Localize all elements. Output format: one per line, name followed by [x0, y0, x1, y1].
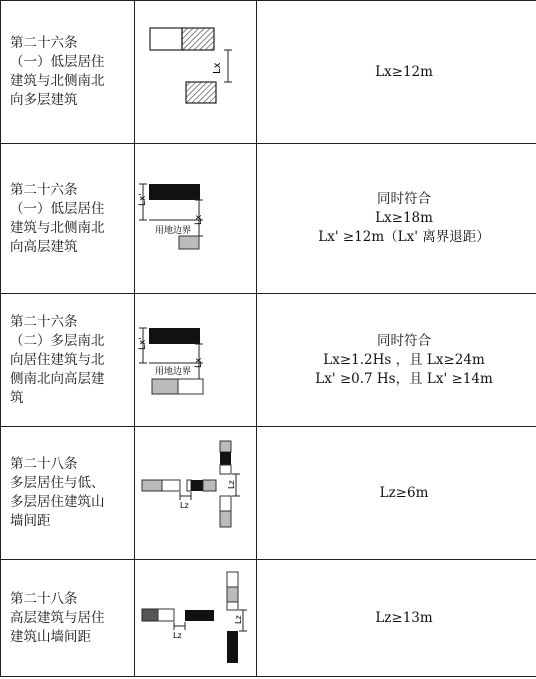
table-row — [1, 294, 536, 427]
center-building-shaded — [203, 480, 216, 491]
diagram-cell — [135, 1, 257, 144]
article-line: （二）多层南北 — [10, 332, 105, 349]
center-highrise-black — [185, 610, 214, 621]
article-line: 多层居住与低、 — [10, 475, 105, 491]
requirement-line: 同时符合 — [377, 191, 431, 207]
article-line: 第二十八条 — [10, 590, 78, 607]
requirement-cell — [257, 144, 536, 294]
requirement-line: Lx' ≥0.7 Hs，且 Lx' ≥14m — [315, 370, 493, 387]
article-line: 建筑与北侧南北 — [10, 219, 105, 236]
spacing-diagram-gable-multistorey — [135, 427, 256, 559]
north-building-white — [220, 465, 231, 474]
requirement-cell — [257, 1, 536, 144]
requirement-line: Lx' ≥12m（Lx' 离界退距） — [318, 229, 490, 245]
article-cell — [1, 294, 135, 427]
table-row — [1, 144, 536, 294]
multistorey-building-block — [178, 379, 203, 394]
article-line: 第二十六条 — [10, 313, 78, 330]
requirement-line: Lx≥12m — [375, 63, 433, 80]
requirement-line: Lz≥13m — [375, 609, 433, 626]
diagram-cell — [135, 144, 257, 294]
requirement-cell — [257, 294, 536, 427]
dimension-label-lx: Lx — [194, 214, 204, 225]
diagram-cell — [135, 294, 257, 427]
article-line: 多层居住建筑山 — [10, 494, 105, 510]
dimension-label-lz: Lz — [173, 631, 182, 640]
article-line: （一）低层居住 — [10, 200, 105, 217]
north-building-shaded — [220, 441, 231, 452]
north-building-white-2 — [227, 602, 238, 610]
article-line: 向多层建筑 — [10, 92, 78, 108]
center-building-black — [191, 480, 203, 491]
article-line: 第二十六条 — [10, 35, 78, 51]
west-building-dark — [142, 609, 158, 621]
high-rise-building-block — [149, 184, 200, 200]
article-line: 建筑山墙间距 — [10, 628, 91, 645]
dimension-label-lx-prime: Lx' — [138, 193, 148, 206]
multistorey-building-block-shaded — [152, 379, 178, 394]
article-line: 向高层建筑 — [10, 238, 78, 255]
spacing-diagram-low-vs-multistorey — [135, 1, 256, 143]
high-rise-building-block — [149, 328, 200, 344]
article-line: 侧南北向高层建 — [10, 370, 105, 387]
article-line: 墙间距 — [10, 513, 51, 529]
north-building-white — [227, 572, 238, 587]
south-building-white — [220, 496, 231, 511]
article-cell — [1, 427, 135, 560]
west-building-shaded — [142, 480, 162, 491]
dimension-label-lz-vertical: Lz — [227, 480, 236, 489]
dimension-label-lx: Lx — [194, 357, 204, 368]
dimension-label-lx-prime: Lx' — [138, 337, 148, 350]
west-building-white — [158, 609, 174, 621]
spacing-diagram-multistorey-vs-highrise — [135, 294, 256, 426]
dimension-label-lx: Lx — [212, 62, 223, 74]
spacing-diagram-gable-highrise — [135, 560, 256, 676]
diagram-cell — [135, 427, 257, 560]
low-rise-building-block — [150, 28, 182, 50]
article-line: （一）低层居住 — [10, 54, 105, 70]
requirement-line: Lx≥1.2Hs ，且 Lx≥24m — [323, 351, 485, 368]
article-cell — [1, 144, 135, 294]
north-multistorey-building-block — [186, 82, 216, 103]
requirement-line: Lx≥18m — [375, 210, 433, 226]
low-rise-building-block — [179, 236, 199, 249]
article-line: 建筑与北侧南北 — [10, 73, 105, 89]
requirement-cell — [257, 427, 536, 560]
article-cell — [1, 1, 135, 144]
spacing-diagram-low-vs-highrise — [135, 144, 256, 293]
article-line: 第二十六条 — [10, 181, 78, 198]
article-line: 高层建筑与居住 — [10, 609, 105, 626]
center-building-white — [187, 480, 191, 491]
dimension-label-lz-vertical: Lz — [234, 615, 243, 624]
requirement-cell — [257, 560, 536, 677]
south-building-shaded — [220, 511, 231, 527]
table-row — [1, 560, 536, 677]
south-highrise-black — [227, 631, 238, 663]
west-building — [162, 480, 180, 491]
boundary-label: 用地边界 — [155, 367, 192, 377]
article-cell — [1, 560, 135, 677]
table-row — [1, 1, 536, 144]
article-line: 向居住建筑与北 — [10, 351, 105, 368]
north-building-black — [220, 452, 231, 465]
north-building-shaded — [227, 587, 238, 602]
article-line: 第二十八条 — [10, 456, 78, 472]
article-line: 筑 — [10, 389, 24, 406]
low-rise-building-block-hatched — [182, 28, 214, 50]
table-row — [1, 427, 536, 560]
diagram-cell — [135, 560, 257, 677]
requirement-line: Lz≥6m — [379, 484, 429, 501]
boundary-label: 用地边界 — [155, 226, 192, 236]
requirement-line: 同时符合 — [377, 332, 431, 349]
dimension-label-lz: Lz — [180, 501, 189, 510]
